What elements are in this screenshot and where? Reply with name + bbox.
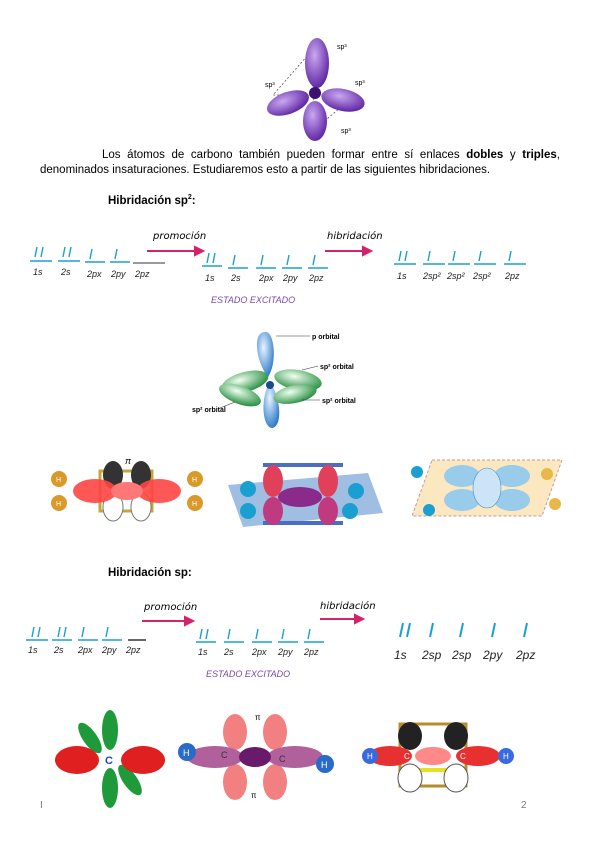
sp-carbon-orbital-figure	[55, 708, 165, 808]
sp2-h-label: 2sp²	[473, 271, 491, 281]
sp3-label-top: sp³	[337, 44, 347, 51]
sp-h-label: 2sp	[452, 648, 472, 662]
sp2-g-label: 2pz	[135, 269, 150, 279]
sp2-heading: Hibridación $sp^2$:	[108, 194, 196, 207]
sp2-orbital-figure	[190, 322, 370, 437]
sp-e-label: 2py	[278, 647, 293, 657]
h-atom: H	[183, 748, 190, 758]
ethylene-pi-bond-figure	[45, 455, 210, 527]
sp-e-label: 2pz	[304, 647, 319, 657]
sp-e-label: 1s	[198, 647, 208, 657]
page-marker-left: I	[40, 800, 43, 811]
c-atom: C	[221, 750, 228, 760]
sp2-g-label: 2px	[87, 269, 102, 279]
sp-g-label: 2py	[102, 645, 117, 655]
ethylene-plane-figure	[407, 452, 567, 524]
c-atom: C	[460, 752, 466, 761]
ethyne-pi-bond-figure	[360, 718, 520, 803]
sp3-orbital-figure	[255, 35, 370, 147]
c-atom: C	[404, 752, 410, 761]
sp-promo-label: promoción	[144, 602, 198, 613]
sp2-orb-label: p orbital	[312, 334, 340, 341]
sp2-g-label: 2s	[61, 267, 71, 277]
sp3-label-left: sp³	[265, 82, 275, 89]
sp3-label-bottom: sp³	[341, 128, 351, 135]
ethyne-3d-figure	[175, 712, 340, 802]
c-atom: C	[105, 755, 113, 767]
sp2-h-label: 2sp²	[423, 271, 441, 281]
intro-bold-triples: triples	[522, 149, 557, 161]
sp2-h-label: 2pz	[505, 271, 520, 281]
sp-g-label: 2s	[54, 645, 64, 655]
h-atom: H	[192, 501, 198, 508]
sp2-e-label: 2px	[259, 273, 274, 283]
sp2-electron-config-diagram	[25, 225, 545, 310]
sp-h-label: 2sp	[422, 648, 442, 662]
sp-e-label: 2s	[224, 647, 234, 657]
intro-paragraph: Los átomos de carbono también pueden formar entre sí enlaces dobles y triples, denominados insaturaciones. Estudiaremos esto a partir de las siguientes hibridaciones.	[40, 149, 560, 176]
sp2-h-label: 1s	[397, 271, 407, 281]
sp2-promo-label: promoción	[153, 231, 207, 242]
pi-label: π	[255, 713, 261, 722]
sp2-e-label: 2s	[231, 273, 241, 283]
page-number: 2	[521, 800, 527, 811]
sp-hybrid-label: hibridación	[320, 601, 376, 612]
sp2-orb-label: sp² orbital	[192, 407, 226, 414]
sp-electron-config-diagram	[20, 597, 550, 687]
sp-heading: Hibridación sp:	[108, 567, 192, 579]
ethylene-3d-figure	[218, 455, 388, 535]
sp-g-label: 1s	[28, 645, 38, 655]
sp2-excited-state-label: ESTADO EXCITADO	[211, 295, 296, 305]
sp2-e-label: 2py	[283, 273, 298, 283]
h-atom: H	[192, 477, 198, 484]
h-atom: H	[367, 752, 373, 761]
h-atom: H	[56, 501, 62, 508]
sp2-g-label: 1s	[33, 267, 43, 277]
sp2-e-label: 1s	[205, 273, 215, 283]
pi-label: π	[125, 456, 132, 466]
h-atom: H	[321, 760, 328, 770]
sp-g-label: 2px	[78, 645, 93, 655]
sp3-label-right: sp³	[355, 80, 365, 87]
sp-e-label: 2px	[252, 647, 267, 657]
sp-excited-state-label: ESTADO EXCITADO	[206, 669, 291, 679]
h-atom: H	[56, 477, 62, 484]
sp-h-label: 1s	[394, 648, 407, 662]
h-atom: H	[503, 752, 509, 761]
sp2-g-label: 2py	[111, 269, 126, 279]
sp2-e-label: 2pz	[309, 273, 324, 283]
intro-bold-dobles: dobles	[466, 149, 504, 161]
sp2-hybrid-label: hibridación	[327, 231, 383, 242]
sp2-orb-label: sp² orbital	[322, 398, 356, 405]
sp-h-label: 2py	[483, 648, 503, 662]
sp-g-label: 2pz	[126, 645, 141, 655]
sp-h-label: 2pz	[516, 648, 536, 662]
c-atom: C	[279, 754, 286, 764]
sp2-h-label: 2sp²	[447, 271, 465, 281]
pi-label: π	[251, 791, 257, 800]
sp2-orb-label: sp² orbital	[320, 364, 354, 371]
